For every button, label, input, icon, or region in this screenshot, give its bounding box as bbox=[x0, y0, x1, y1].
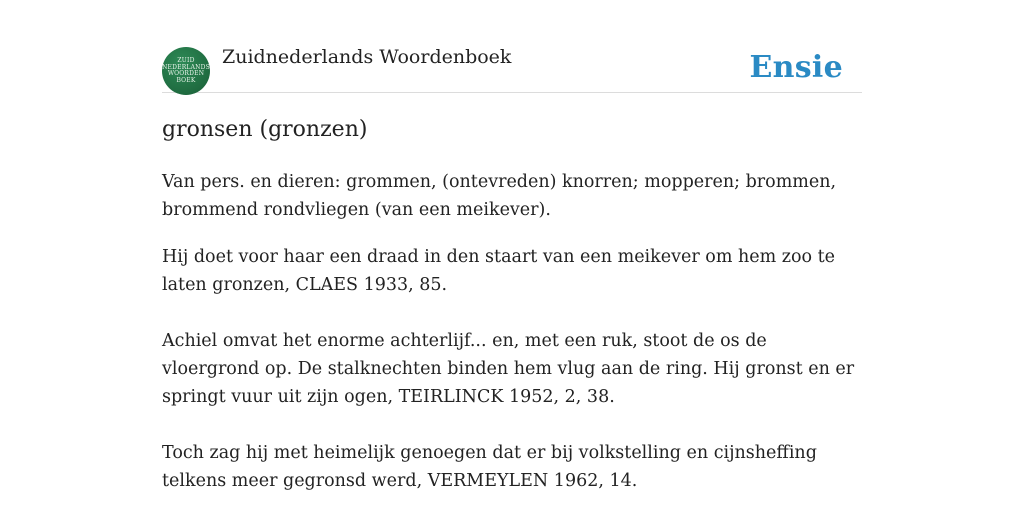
entry-example: Hij doet voor haar een draad in den staart van een meikever om hem zoo te laten gronzen, CLAES 1933, 85. bbox=[162, 247, 835, 295]
dictionary-logo[interactable] bbox=[162, 47, 210, 95]
ensie-brand-logo[interactable]: Ensie bbox=[749, 50, 843, 85]
entry-example: Toch zag hij met heimelijk genoegen dat er bij volkstelling en cijnsheffing telkens meer gegronsd werd, VERMEYLEN 1962, 14. bbox=[162, 443, 817, 491]
logo-text-line: BOEK bbox=[176, 76, 196, 84]
logo-text-line: WOORDEN bbox=[167, 70, 205, 77]
logo-text-line: NEDERLANDS bbox=[162, 63, 210, 71]
dictionary-title-link[interactable]: Zuidnederlands Woordenboek bbox=[222, 46, 512, 68]
logo-text-line: ZUID bbox=[177, 57, 195, 64]
entry-definition: Van pers. en dieren: grommen, (ontevreden) knorren; mopperen; brommen, brommend rondvliegen (van een meikever). bbox=[162, 172, 837, 220]
entry-headword: gronsen (gronzen) bbox=[162, 117, 368, 142]
entry-page bbox=[162, 0, 862, 512]
site-header bbox=[162, 44, 862, 93]
entry-example: Achiel omvat het enorme achterlijf... en, met een ruk, stoot de os de vloergrond op. De stalknechten binden hem vlug aan de ring. Hij gronst en er springt vuur uit zijn ogen, TEIRLINCK 1952, 2, 38. bbox=[162, 331, 855, 407]
